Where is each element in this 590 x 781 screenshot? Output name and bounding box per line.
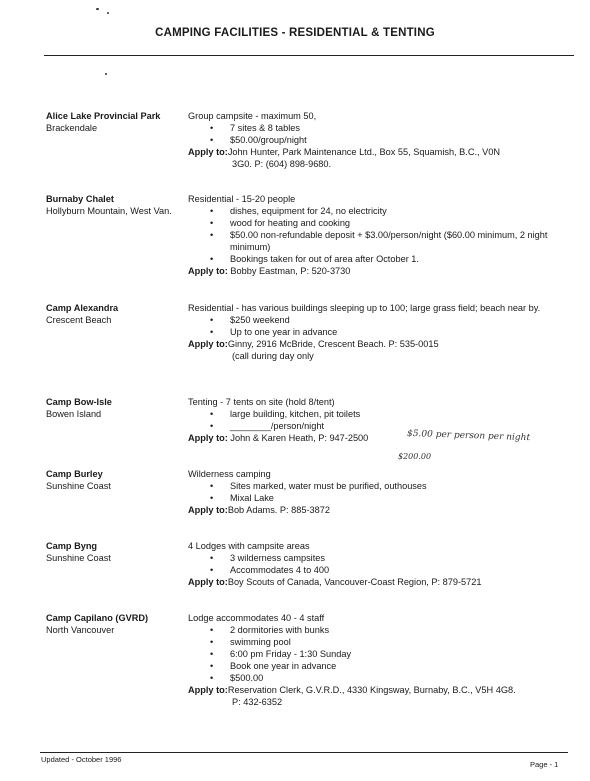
apply-line — [188, 338, 573, 350]
apply-contact: Bob Adams. P: 885-3872 — [227, 505, 330, 515]
detail-item: • $50.00/group/night — [188, 134, 573, 146]
detail-item: • 3 wilderness campsites — [188, 552, 573, 564]
apply-contact: Reservation Clerk, G.V.R.D., 4330 Kingsway, Burnaby, B.C., V5H 4G8. — [227, 685, 516, 695]
apply-contact: John Hunter, Park Maintenance Ltd., Box 55, Squamish, B.C., V0N — [227, 147, 501, 157]
facility-name: Camp Bow-Isle — [46, 397, 112, 407]
apply-line — [188, 265, 573, 277]
updated-date: Updated - October 1996 — [41, 755, 122, 764]
facility-location: Brackendale — [46, 123, 98, 133]
apply-contact-cont: 3G0. P: (604) 898-9680. — [232, 159, 332, 169]
facility-name: Burnaby Chalet — [46, 194, 114, 204]
facility-details — [188, 408, 573, 432]
footer-rule — [40, 752, 568, 753]
detail-item: • Mixal Lake — [188, 492, 573, 504]
scan-speck — [107, 12, 109, 14]
detail-item: • $250 weekend — [188, 314, 573, 326]
apply-contact-cont: P: 432-6352 — [232, 697, 283, 707]
detail-item: • Accommodates 4 to 400 — [188, 564, 573, 576]
detail-item: • Book one year in advance — [188, 660, 573, 672]
apply-line — [188, 576, 573, 588]
detail-item: • dishes, equipment for 24, no electricity — [188, 205, 573, 217]
facility-location: Sunshine Coast — [46, 553, 111, 563]
detail-item: • Sites marked, water must be purified, outhouses — [188, 480, 573, 492]
facility-details — [188, 480, 573, 504]
detail-item: • wood for heating and cooking — [188, 217, 573, 229]
facility-name: Camp Alexandra — [46, 303, 119, 313]
detail-item: • 6:00 pm Friday - 1:30 Sunday — [188, 648, 573, 660]
apply-label: Apply to: — [188, 266, 228, 276]
facility-name: Camp Byng — [46, 541, 98, 551]
detail-item: • 2 dormitories with bunks — [188, 624, 573, 636]
detail-item: • large building, kitchen, pit toilets — [188, 408, 573, 420]
facility-name: Camp Burley — [46, 469, 103, 479]
apply-label: Apply to: — [188, 685, 228, 695]
apply-label: Apply to: — [188, 147, 228, 157]
facility-description: Tenting - 7 tents on site (hold 8/tent) — [188, 397, 335, 407]
facility-name: Alice Lake Provincial Park — [46, 111, 161, 121]
apply-label: Apply to: — [188, 339, 228, 349]
detail-item: • Bookings taken for out of area after October 1. — [188, 253, 573, 265]
detail-item: • Up to one year in advance — [188, 326, 573, 338]
facility-location: Crescent Beach — [46, 315, 112, 325]
facility-location: North Vancouver — [46, 625, 115, 635]
page-number: Page - 1 — [530, 760, 559, 769]
detail-item: • $500.00 — [188, 672, 573, 684]
scan-speck — [96, 8, 99, 10]
facility-description: Residential - has various buildings sleeping up to 100; large grass field; beach near by. — [188, 303, 541, 313]
facility-description: Group campsite - maximum 50, — [188, 111, 317, 121]
facility-location: Sunshine Coast — [46, 481, 111, 491]
facility-description: Lodge accommodates 40 - 4 staff — [188, 613, 325, 623]
page-title: CAMPING FACILITIES - RESIDENTIAL & TENTING — [155, 27, 435, 39]
apply-contact: Bobby Eastman, P: 520-3730 — [227, 266, 351, 276]
apply-contact: Ginny, 2916 McBride, Crescent Beach. P: 535-0015 — [227, 339, 439, 349]
apply-contact: John & Karen Heath, P: 947-2500 — [227, 433, 369, 443]
detail-item: • swimming pool — [188, 636, 573, 648]
apply-line — [188, 684, 573, 696]
facility-details — [188, 552, 573, 576]
apply-label: Apply to: — [188, 505, 228, 515]
handwritten-note: $5.00 per person per night — [406, 428, 531, 444]
facility-details — [188, 314, 573, 338]
facility-location: Bowen Island — [46, 409, 102, 419]
facility-location: Hollyburn Mountain, West Van. — [46, 206, 172, 216]
apply-contact: Boy Scouts of Canada, Vancouver-Coast Region, P: 879-5721 — [227, 577, 482, 587]
detail-item: • ________/person/night — [188, 420, 573, 432]
apply-contact-cont: (call during day only — [232, 351, 314, 361]
handwritten-note: $200.00 — [398, 452, 432, 461]
header-rule — [44, 55, 574, 56]
detail-item: • $50.00 non-refundable deposit + $3.00/person/night ($60.00 minimum, 2 night minimum) — [188, 229, 573, 253]
apply-label: Apply to: — [188, 577, 228, 587]
facility-details — [188, 624, 573, 684]
apply-line — [188, 504, 573, 516]
facility-description: Wilderness camping — [188, 469, 271, 479]
facility-description: 4 Lodges with campsite areas — [188, 541, 310, 551]
facility-details — [188, 122, 573, 146]
scan-speck — [105, 73, 107, 75]
facility-description: Residential - 15-20 people — [188, 194, 296, 204]
facility-name: Camp Capilano (GVRD) — [46, 613, 149, 623]
apply-label: Apply to: — [188, 433, 228, 443]
apply-line — [188, 146, 573, 158]
detail-item: • 7 sites & 8 tables — [188, 122, 573, 134]
facility-details — [188, 205, 573, 265]
